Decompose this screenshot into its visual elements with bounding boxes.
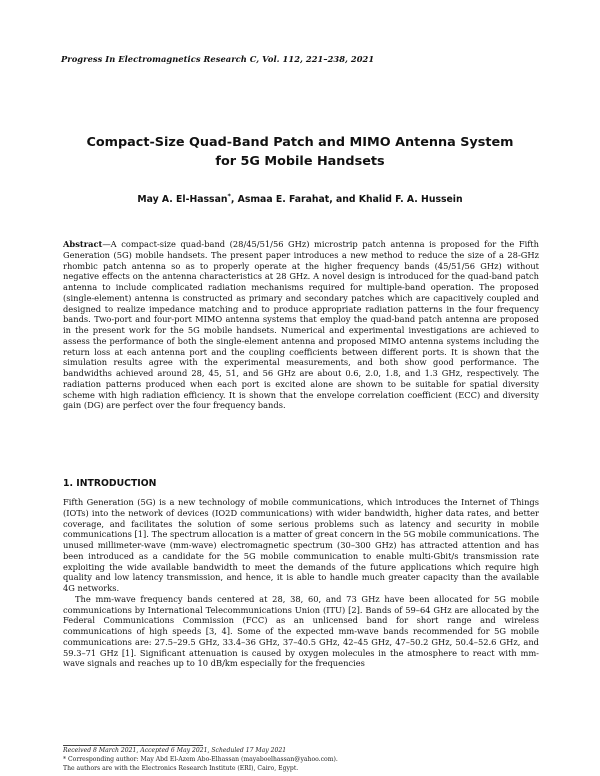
abstract-label: Abstract — [63, 239, 103, 249]
section-heading-introduction: 1. INTRODUCTION — [63, 478, 157, 489]
paper-title — [0, 133, 600, 171]
first-author: May A. El-Hassan — [137, 194, 228, 206]
footnotes — [63, 746, 539, 773]
corresponding-author-mark: * — [227, 192, 231, 200]
footnote-corresponding-author: * Corresponding author: May Abd El-Azem Abo-Elhassan (mayaboelhassan@yahoo.com). — [63, 756, 338, 763]
abstract — [63, 239, 539, 411]
title-line-2: for 5G Mobile Handsets — [215, 154, 385, 169]
title-line-1: Compact-Size Quad-Band Patch and MIMO Antenna System — [86, 135, 514, 150]
author-list — [0, 192, 600, 205]
other-authors: , Asmaa E. Farahat, and Khalid F. A. Hussein — [230, 194, 463, 206]
footnote-affiliation: The authors are with the Electronics Research Institute (ERI), Cairo, Egypt. — [63, 765, 299, 772]
introduction-body — [63, 497, 539, 669]
intro-paragraph-2: The mm-wave frequency bands centered at 28, 38, 60, and 73 GHz have been allocated for 5G mobile communications by International Telecommunications Union (ITU) [2]. Bands of 59–64 GHz are allocated by the Federal Communications Commission (FCC) as an unlicensed band for short range and wireless communications of high speeds [3, 4]. Some of the expected mm-wave bands recommended for 5G mobile communications are: 27.5–29.5 GHz, 33.4–36 GHz, 37–40.5 GHz, 42–45 GHz, 47–50.2 GHz, 50.4–52.6 GHz, and 59.3–71 GHz [1]. Significant attenuation is caused by oxygen molecules in the atmosphere to react with mm-wave signals and reaches up to 10 dB/km especially for the frequencies — [63, 593, 539, 669]
abstract-text: —A compact-size quad-band (28/45/51/56 GHz) microstrip patch antenna is proposed for the Fifth Generation (5G) mobile handsets. The present paper introduces a new method to reduce the size of a 28-GHz rhombic patch antenna so as to properly operate at the higher frequency bands (45/51/56 GHz) without negative effects on the antenna characteristics at 28 GHz. A novel design is introduced for the quad-band patch antenna to include complicated radiation mechanisms required for multiple-band operation. The proposed (single-element) antenna is constructed as primary and secondary patches which are capacitively coupled and designed to realize impedance matching and to produce appropriate radiation patterns in the four frequency bands. Two-port and four-port MIMO antenna systems that employ the quad-band patch antenna are proposed in the present work for the 5G mobile handsets. Numerical and experimental investigations are achieved to assess the performance of both the single-element antenna and proposed MIMO antenna systems including the return loss at each antenna port and the coupling coefficients between different ports. It is shown that the simulation results agree with the experimental measurements, and both show good performance. The bandwidths achieved around 28, 45, 51, and 56 GHz are about 0.6, 2.0, 1.8, and 1.3 GHz, respectively. The radiation patterns produced when each port is excited alone are shown to be suitable for spatial diversity scheme with high radiation efficiency. It is shown that the envelope correlation coefficient (ECC) and diversity gain (DG) are perfect over the four frequency bands. — [63, 239, 539, 411]
intro-paragraph-1: Fifth Generation (5G) is a new technology of mobile communications, which introduces the Internet of Things (IOTs) into the network of devices (IO2D communications) with wider bandwidth, higher data rates, and better coverage, and facilitates the solution of some serious problems such as latency and security in mobile communications [1]. The spectrum allocation is a matter of great concern in the 5G mobile communications. The unused millimeter-wave (mm-wave) electromagnetic spectrum (30–300 GHz) has attracted attention and has been introduced as a candidate for the 5G mobile communication to enable multi-Gbit/s transmission rate exploiting the wide available bandwidth to meet the demands of the future applications which require high quality and low latency transmission, and hence, it is able to handle much greater capacity than the available 4G networks. — [63, 497, 539, 593]
journal-citation: Progress In Electromagnetics Research C, Vol. 112, 221–238, 2021 — [61, 54, 375, 64]
footnote-received-dates: Received 8 March 2021, Accepted 6 May 2021, Scheduled 17 May 2021 — [63, 747, 287, 754]
